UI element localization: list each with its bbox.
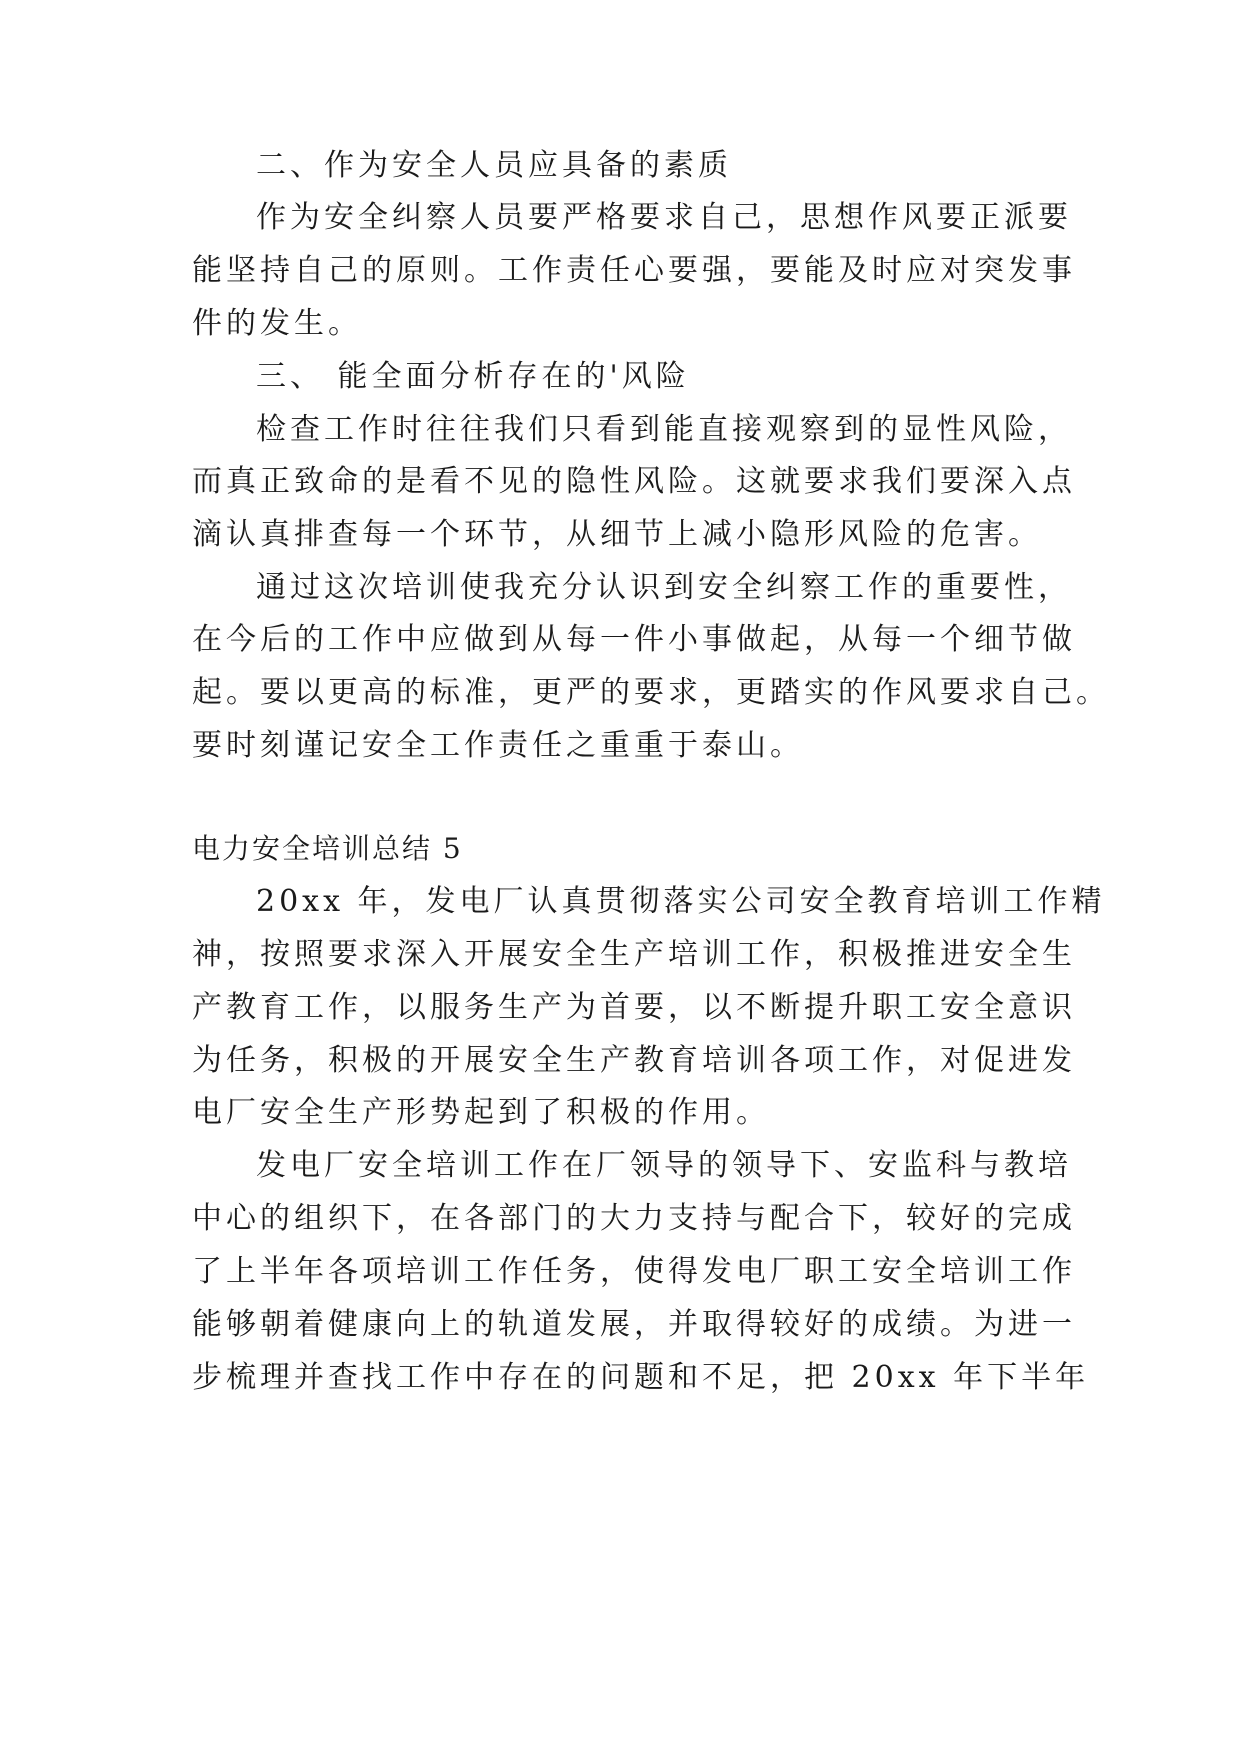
- paragraph-line: 产教育工作，以服务生产为首要，以不断提升职工安全意识: [192, 990, 1076, 1025]
- paragraph-line: 在今后的工作中应做到从每一件小事做起，从每一个细节做: [192, 622, 1076, 657]
- paragraph-line: 件的发生。: [192, 306, 362, 341]
- paragraph-line: 通过这次培训使我充分认识到安全纠察工作的重要性，: [256, 570, 1072, 605]
- paragraph-line: 滴认真排查每一个环节，从细节上减小隐形风险的危害。: [192, 517, 1042, 552]
- paragraph-line: 了上半年各项培训工作任务，使得发电厂职工安全培训工作: [192, 1254, 1076, 1289]
- paragraph-line: 20xx 年，发电厂认真贯彻落实公司安全教育培训工作精: [256, 884, 1106, 919]
- document-title: 电力安全培训总结 5: [192, 832, 463, 865]
- paragraph-line: 步梳理并查找工作中存在的问题和不足，把 20xx 年下半年: [192, 1360, 1090, 1395]
- paragraph-line: 检查工作时往往我们只看到能直接观察到的显性风险，: [256, 412, 1072, 447]
- paragraph-line: 电厂安全生产形势起到了积极的作用。: [192, 1095, 770, 1130]
- paragraph-line: 为任务，积极的开展安全生产教育培训各项工作，对促进发: [192, 1043, 1076, 1078]
- paragraph-line: 能够朝着健康向上的轨道发展，并取得较好的成绩。为进一: [192, 1307, 1076, 1342]
- paragraph-line: 发电厂安全培训工作在厂领导的领导下、安监科与教培: [256, 1148, 1072, 1183]
- section-two-heading: 二、作为安全人员应具备的素质: [256, 148, 732, 183]
- paragraph-line: 中心的组织下，在各部门的大力支持与配合下，较好的完成: [192, 1201, 1076, 1236]
- paragraph-line: 作为安全纠察人员要严格要求自己，思想作风要正派要: [256, 200, 1072, 235]
- section-three-heading: 三、 能全面分析存在的'风险: [256, 359, 690, 394]
- paragraph-line: 神，按照要求深入开展安全生产培训工作，积极推进安全生: [192, 937, 1076, 972]
- paragraph-line: 要时刻谨记安全工作责任之重重于泰山。: [192, 728, 804, 763]
- paragraph-line: 起。要以更高的标准，更严的要求，更踏实的作风要求自己。: [192, 675, 1110, 710]
- paragraph-line: 而真正致命的是看不见的隐性风险。这就要求我们要深入点: [192, 464, 1076, 499]
- paragraph-line: 能坚持自己的原则。工作责任心要强，要能及时应对突发事: [192, 253, 1076, 288]
